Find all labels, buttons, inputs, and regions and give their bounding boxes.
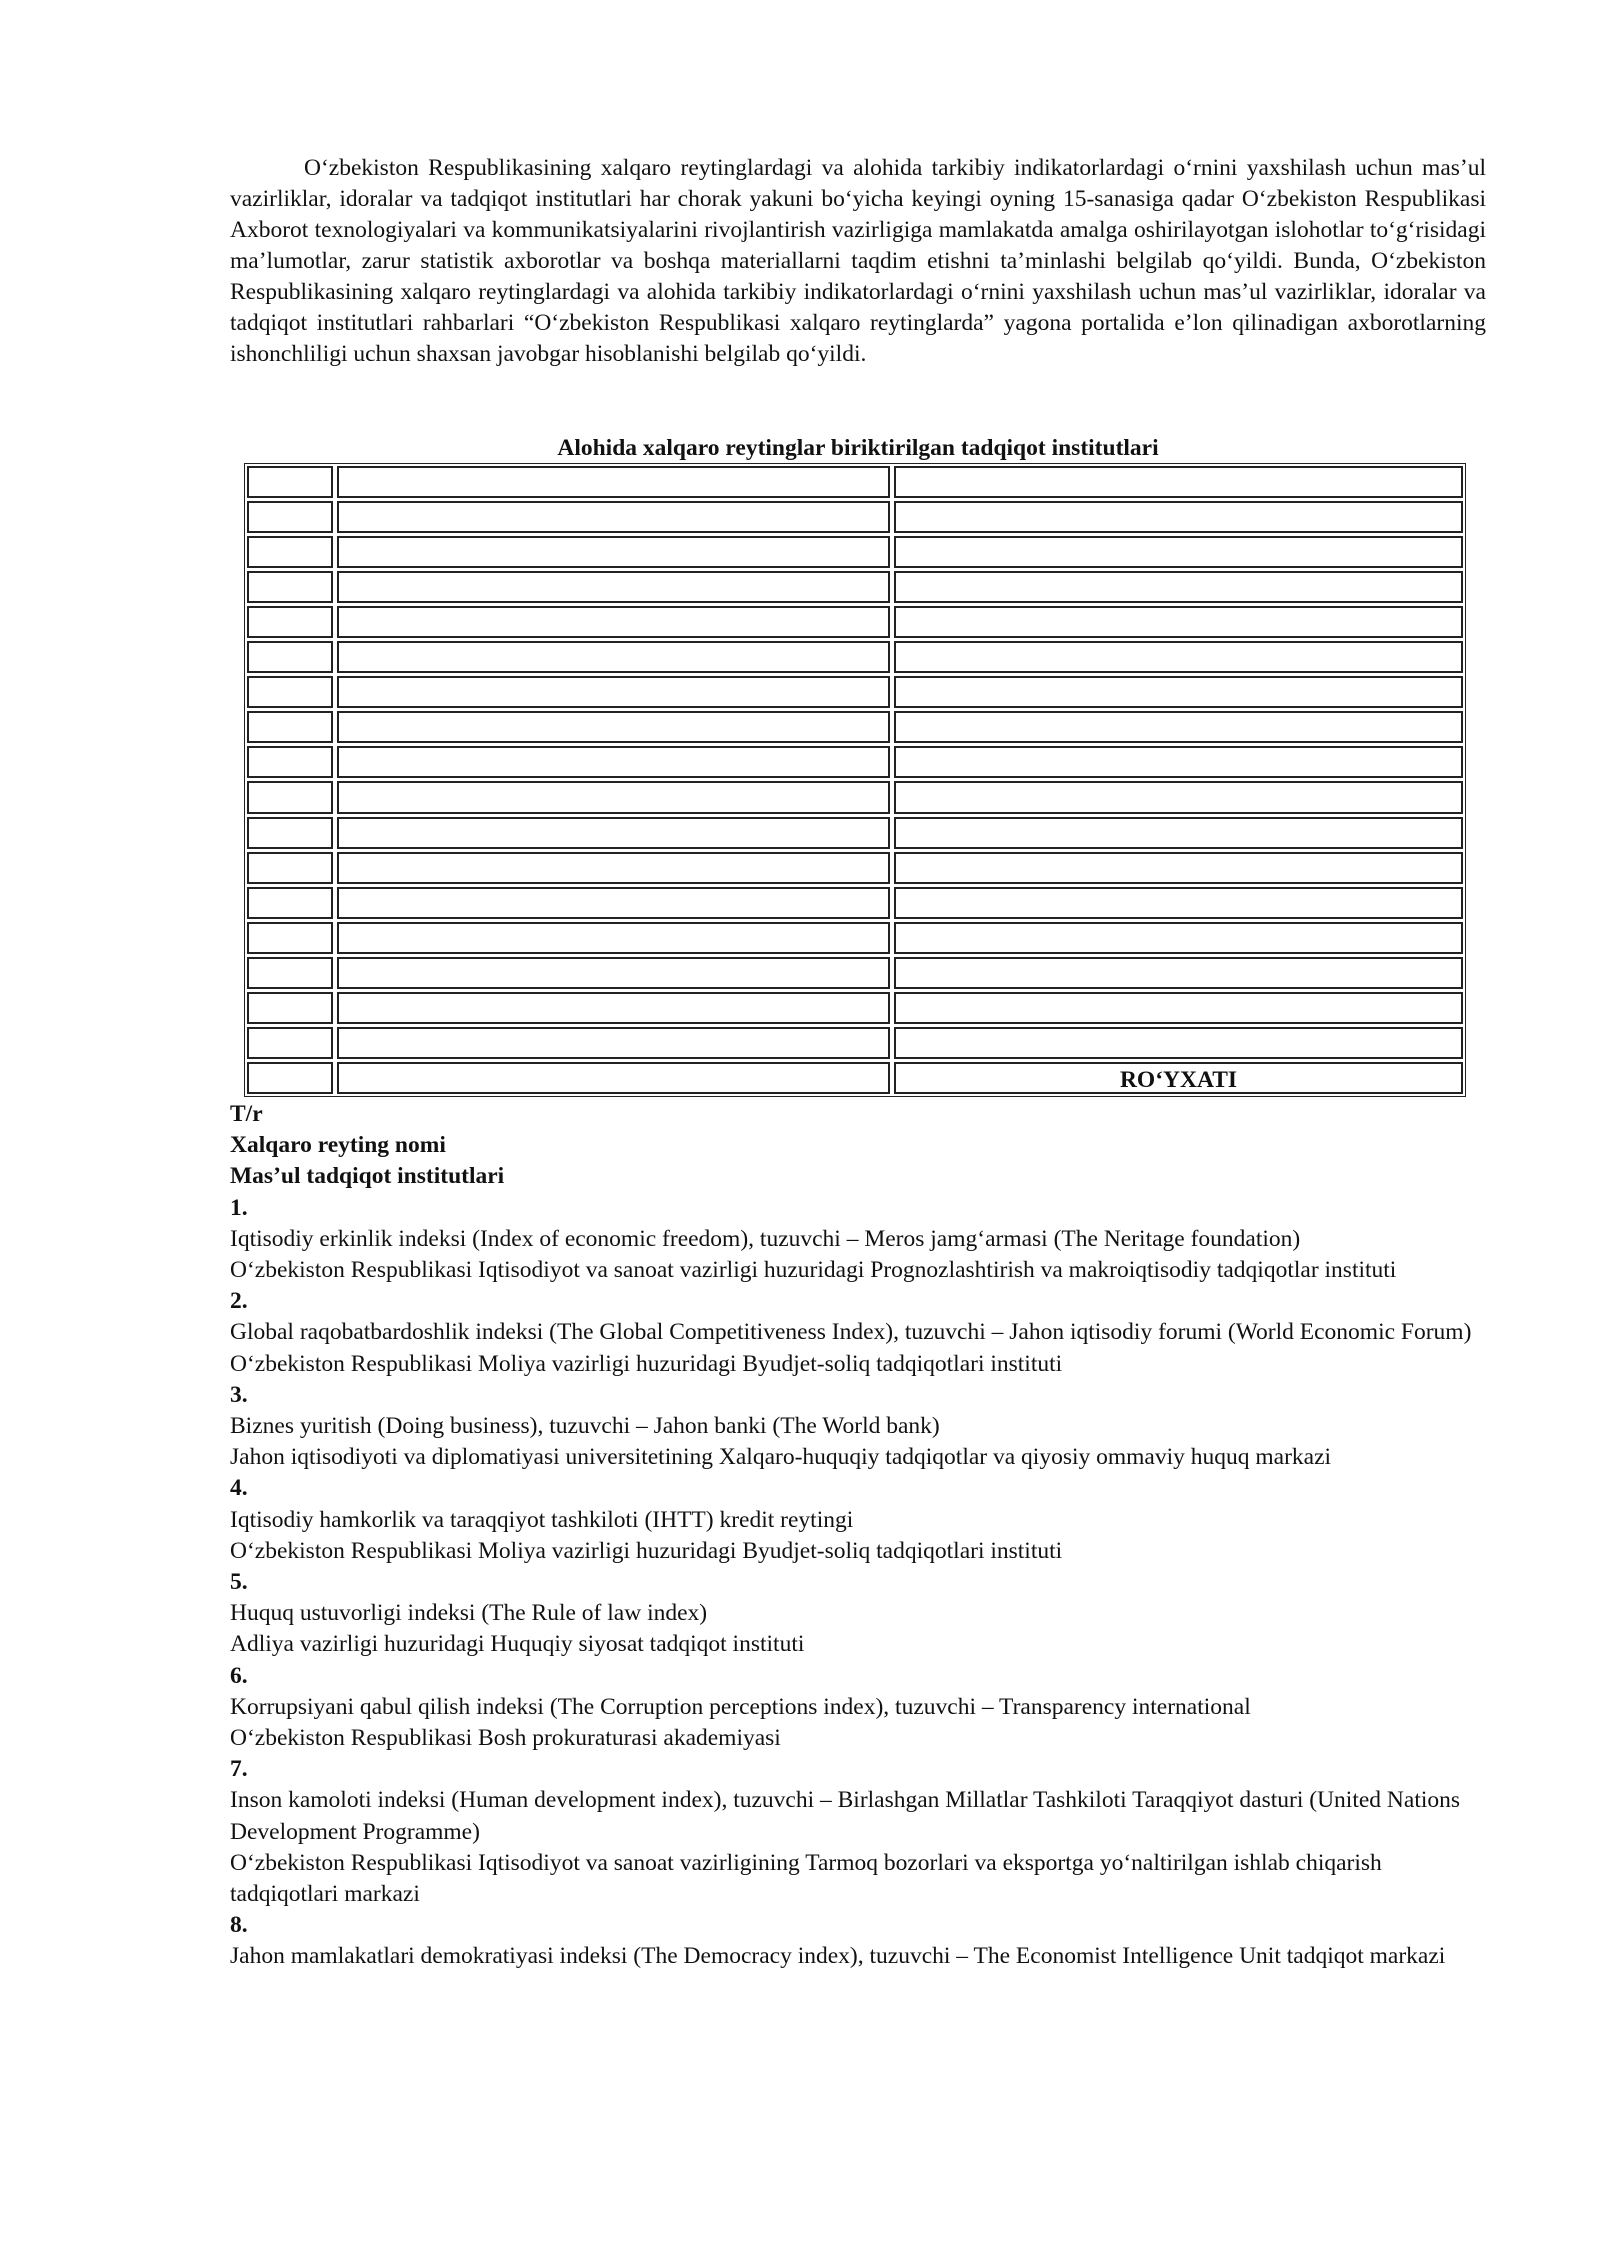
table-cell <box>894 992 1463 1024</box>
table-cell <box>247 992 333 1024</box>
table-cell <box>247 571 333 603</box>
header-number: T/r <box>230 1101 263 1127</box>
entry-institute: O‘zbekiston Respublikasi Moliya vazirligi huzuridagi Byudjet-soliq tadqiqotlari instituti <box>230 1350 1063 1377</box>
table-cell <box>894 536 1463 568</box>
table-cell <box>894 1027 1463 1059</box>
table-cell <box>337 536 890 568</box>
table-row <box>245 920 1465 955</box>
empty-table-grid <box>244 463 1466 1097</box>
table-cell <box>337 606 890 638</box>
entry-rating: Korrupsiyani qabul qilish indeksi (The Corruption perceptions index), tuzuvchi – Transparency international <box>230 1693 1251 1720</box>
table-cell <box>247 817 333 849</box>
entry-number: 8. <box>230 1912 248 1939</box>
entry-institute: Adliya vazirligi huzuridagi Huquqiy siyosat tadqiqot instituti <box>230 1631 805 1658</box>
table-row <box>245 464 1465 499</box>
table-cell <box>894 711 1463 743</box>
entry-number: 2. <box>230 1288 248 1315</box>
list-heading: RO‘YXATI <box>894 1062 1463 1094</box>
entry-rating: Iqtisodiy hamkorlik va taraqqiyot tashkiloti (IHTT) kredit reytingi <box>230 1506 854 1533</box>
table-row <box>245 710 1465 745</box>
table-cell <box>894 501 1463 533</box>
entry-number: 7. <box>230 1756 248 1783</box>
table-cell <box>894 852 1463 884</box>
entry-rating: Global raqobatbardoshlik indeksi (The Global Competitiveness Index), tuzuvchi – Jahon iqtisodiy forumi (World Economic Forum) <box>230 1319 1472 1346</box>
table-cell <box>247 676 333 708</box>
table-cell <box>247 641 333 673</box>
table-cell <box>337 887 890 919</box>
table-cell <box>894 606 1463 638</box>
table-cell <box>894 781 1463 813</box>
table-cell <box>337 992 890 1024</box>
table-row <box>245 1061 1465 1096</box>
entry-rating: Huquq ustuvorligi indeksi (The Rule of law index) <box>230 1600 708 1627</box>
entry-institute: O‘zbekiston Respublikasi Moliya vazirligi huzuridagi Byudjet-soliq tadqiqotlari instituti <box>230 1537 1063 1564</box>
table-cell <box>247 922 333 954</box>
table-row <box>245 499 1465 534</box>
table-cell <box>894 571 1463 603</box>
table-cell <box>337 781 890 813</box>
entry-number: 3. <box>230 1381 248 1408</box>
table-row <box>245 569 1465 604</box>
table-cell <box>247 501 333 533</box>
entry-institute: O‘zbekiston Respublikasi Bosh prokuraturasi akademiyasi <box>230 1725 781 1752</box>
table-cell <box>337 466 890 498</box>
table-cell <box>894 817 1463 849</box>
table-cell <box>337 852 890 884</box>
table-cell <box>247 466 333 498</box>
entry-number: 1. <box>230 1194 248 1221</box>
table-cell <box>894 641 1463 673</box>
table-cell <box>247 746 333 778</box>
table-row <box>245 956 1465 991</box>
entry-institute: O‘zbekiston Respublikasi Iqtisodiyot va sanoat vazirligining Tarmoq bozorlari va eksportga yo‘naltirilgan ishlab chiqarish tadqiqotlari markazi <box>230 1849 1382 1908</box>
table-title: Alohida xalqaro reytinglar biriktirilgan tadqiqot institutlari <box>557 435 1159 461</box>
table-row <box>245 604 1465 639</box>
intro-paragraph: O‘zbekiston Respublikasining xalqaro reytinglardagi va alohida tarkibiy indikatorlardagi o‘rnini yaxshilash uchun mas’ul vazirliklar, idoralar va tadqiqot institutlari har chorak yakuni bo‘yicha keyingi oyning 15-sanasiga qadar O‘zbekiston Respublikasi Axborot texnologiyalari va kommunikatsiyalarini rivojlantirish vazirligiga mamlakatda amalga oshirilayotgan islohotlar to‘g‘risidagi ma’lumotlar, zarur statistik axborotlar va boshqa materiallarni taqdim etishni ta’minlashi belgilab qo‘yildi. Bunda, O‘zbekiston Respublikasining xalqaro reytinglardagi va alohida tarkibiy indikatorlardagi o‘rnini yaxshilash uchun mas’ul vazirliklar, idoralar va tadqiqot institutlari rahbarlari “O‘zbekiston Respublikasi xalqaro reytinglarda” yagona portalida e’lon qilinadigan axborotlarning ishonchliligi uchun shaxsan javobgar hisoblanishi belgilab qo‘yildi. <box>230 155 1486 367</box>
table-row <box>245 640 1465 675</box>
entry-rating: Inson kamoloti indeksi (Human development index), tuzuvchi – Birlashgan Millatlar Tashkiloti Taraqqiyot dasturi (United Nations Development Programme) <box>230 1787 1461 1845</box>
table-row <box>245 991 1465 1026</box>
table-cell <box>247 1062 333 1094</box>
table-row <box>245 815 1465 850</box>
entry-institute: O‘zbekiston Respublikasi Iqtisodiyot va sanoat vazirligi huzuridagi Prognozlashtirish va makroiqtisodiy tadqiqotlar instituti <box>230 1257 1397 1284</box>
table-cell <box>247 887 333 919</box>
rating-list <box>230 1099 1486 1973</box>
table-cell <box>337 501 890 533</box>
table-cell <box>337 571 890 603</box>
table-cell <box>247 852 333 884</box>
table-cell <box>337 1062 890 1094</box>
table-cell <box>894 466 1463 498</box>
table-row <box>245 534 1465 569</box>
table-row <box>245 745 1465 780</box>
header-rating-name: Xalqaro reyting nomi <box>230 1132 446 1159</box>
table-cell <box>337 676 890 708</box>
entry-institute: Jahon iqtisodiyoti va diplomatiyasi universitetining Xalqaro-huquqiy tadqiqotlar va qiyosiy ommaviy huquq markazi <box>230 1444 1332 1471</box>
table-cell <box>247 1027 333 1059</box>
table-cell <box>247 957 333 989</box>
table-row <box>245 780 1465 815</box>
table-row <box>245 850 1465 885</box>
table-row <box>245 675 1465 710</box>
table-cell <box>247 606 333 638</box>
entry-number: 6. <box>230 1662 248 1689</box>
entry-number: 4. <box>230 1475 248 1502</box>
entry-number: 5. <box>230 1569 248 1596</box>
entry-rating: Iqtisodiy erkinlik indeksi (Index of economic freedom), tuzuvchi – Meros jamg‘armasi (The Neritage foundation) <box>230 1225 1301 1252</box>
table-cell <box>337 922 890 954</box>
table-cell <box>337 817 890 849</box>
table-row <box>245 1026 1465 1061</box>
entry-rating: Jahon mamlakatlari demokratiyasi indeksi (The Democracy index), tuzuvchi – The Economist Intelligence Unit tadqiqot markazi <box>230 1943 1446 1970</box>
header-institute: Mas’ul tadqiqot institutlari <box>230 1163 505 1190</box>
table-cell <box>337 957 890 989</box>
table-cell <box>337 641 890 673</box>
table-row <box>245 885 1465 920</box>
table-cell <box>894 676 1463 708</box>
table-cell <box>894 887 1463 919</box>
table-cell <box>247 711 333 743</box>
entry-rating: Biznes yuritish (Doing business), tuzuvchi – Jahon banki (The World bank) <box>230 1413 940 1440</box>
table-cell <box>247 536 333 568</box>
table-cell <box>247 781 333 813</box>
table-cell <box>337 711 890 743</box>
table-cell <box>337 1027 890 1059</box>
table-cell <box>894 746 1463 778</box>
table-cell <box>894 957 1463 989</box>
table-cell <box>337 746 890 778</box>
table-cell <box>894 922 1463 954</box>
